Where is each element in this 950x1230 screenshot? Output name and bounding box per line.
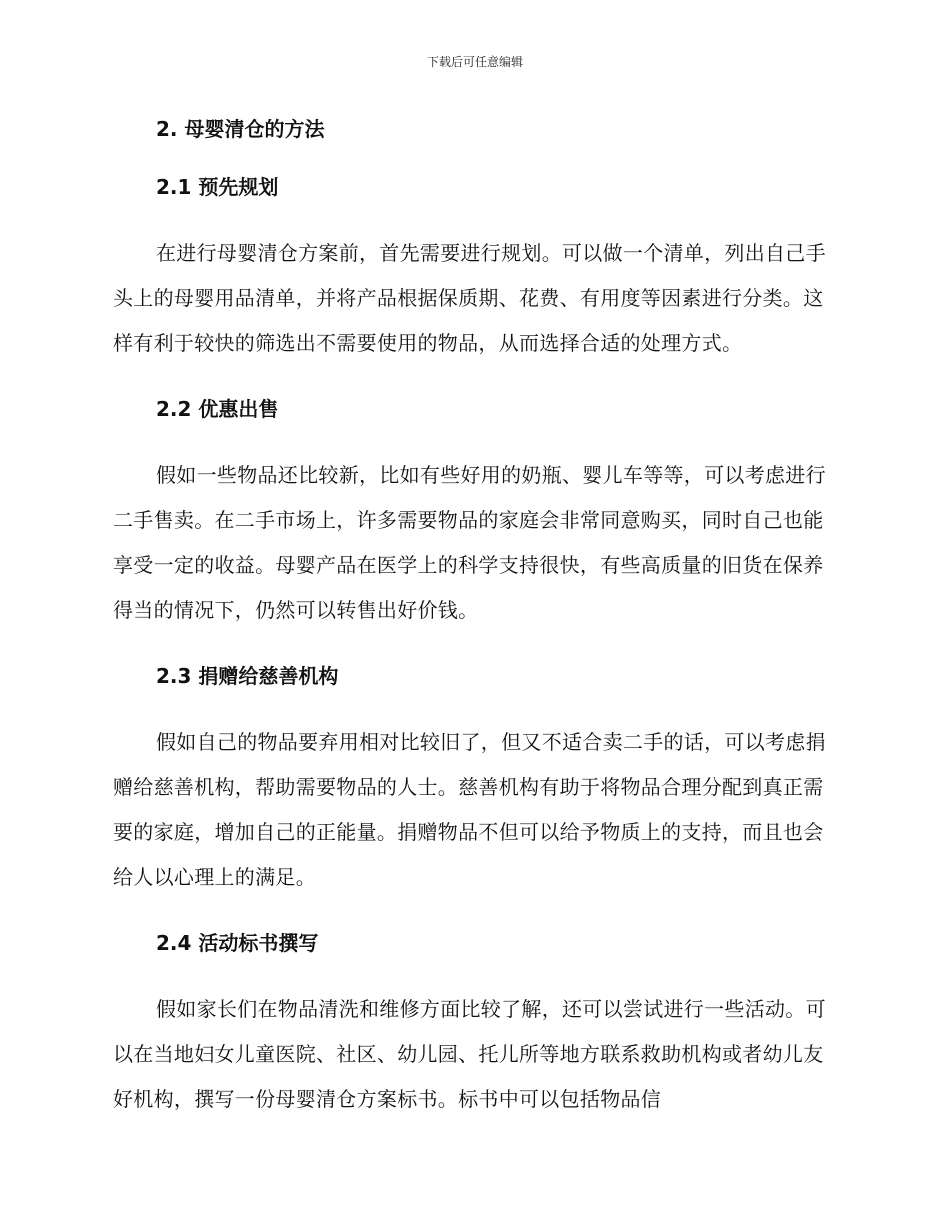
subsection-heading-2-3: 2.3 捐赠给慈善机构 — [156, 664, 339, 688]
paragraph-2-3: 假如自己的物品要弃用相对比较旧了，但又不适合卖二手的话，可以考虑捐赠给慈善机构，帮助需要物品的人士。慈善机构有助于将物品合理分配到真正需要的家庭，增加自己的正能量。捐赠物品不但可以给予物质上的支持，而且也会给人以心理上的满足。 — [113, 730, 826, 889]
document-body — [113, 114, 837, 1150]
section-title: 2. 母婴清仓的方法 — [156, 117, 325, 141]
paragraph-2-4: 假如家长们在物品清洗和维修方面比较了解，还可以尝试进行一些活动。可以在当地妇女儿童医院、社区、幼儿园、托儿所等地方联系救助机构或者幼儿友好机构，撰写一份母婴清仓方案标书。标书中可以包括物品信 — [113, 997, 826, 1111]
subsection-heading-2-4: 2.4 活动标书撰写 — [156, 931, 319, 955]
page-header: 下载后可任意编辑 — [426, 55, 523, 69]
subsection-heading-2-1: 2.1 预先规划 — [156, 175, 279, 199]
paragraph-2-2: 假如一些物品还比较新，比如有些好用的奶瓶、婴儿车等等，可以考虑进行二手售卖。在二手市场上，许多需要物品的家庭会非常同意购买，同时自己也能享受一定的收益。母婴产品在医学上的科学支持很快，有些高质量的旧货在保养得当的情况下，仍然可以转售出好价钱。 — [113, 463, 826, 622]
paragraph-2-1: 在进行母婴清仓方案前，首先需要进行规划。可以做一个清单，列出自己手头上的母婴用品清单，并将产品根据保质期、花费、有用度等因素进行分类。这样有利于较快的筛选出不需要使用的物品，从而选择合适的处理方式。 — [113, 241, 826, 355]
subsection-heading-2-2: 2.2 优惠出售 — [156, 397, 279, 421]
